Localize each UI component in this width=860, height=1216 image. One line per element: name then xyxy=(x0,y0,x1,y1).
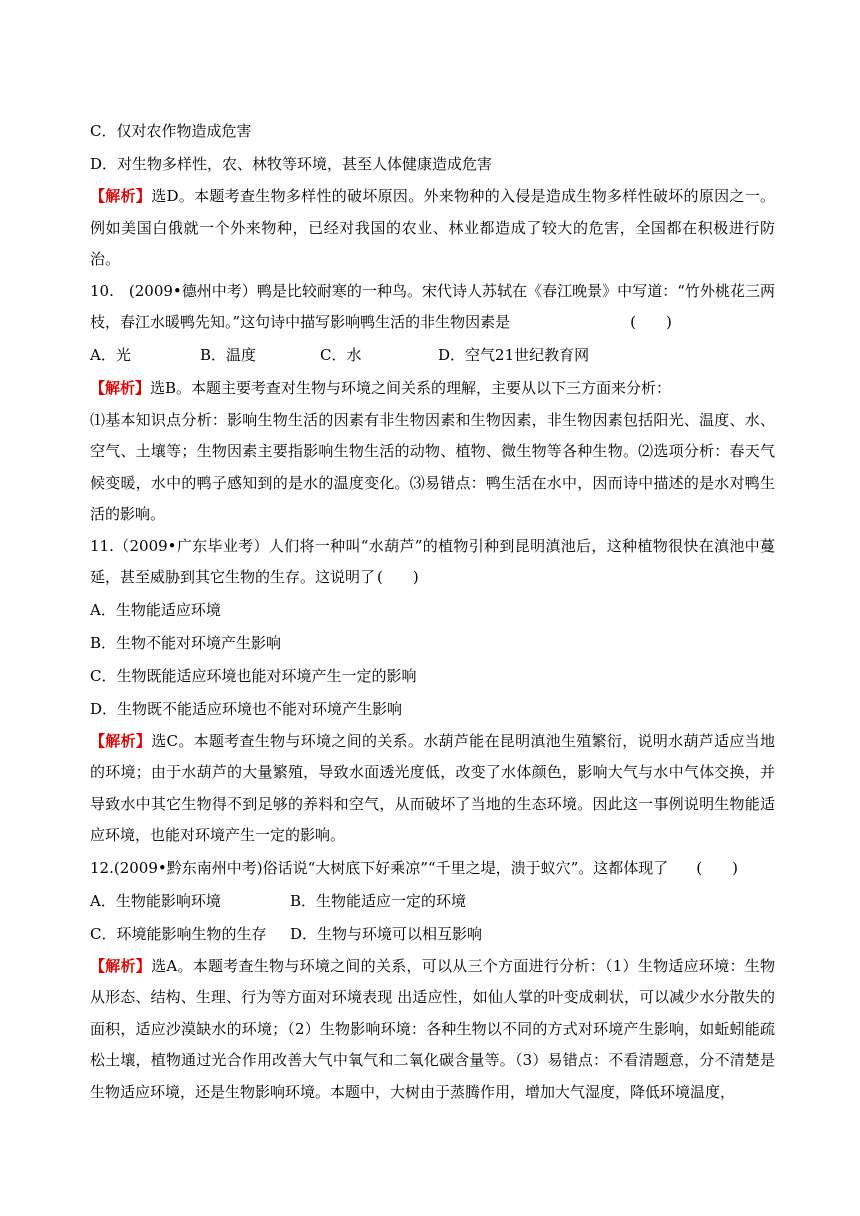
q9-option-d: D．对生物多样性，农、林牧等环境，甚至人体健康造成危害 xyxy=(90,155,493,173)
answer-bracket: ( ) xyxy=(630,313,672,331)
analysis-tag: 【解析】 xyxy=(90,731,152,750)
q12-options-row-2 xyxy=(90,918,775,951)
q11-analysis-text: 选C。本题考查生物与环境之间的关系。水葫芦能在昆明滇池生殖繁衍，说明水葫芦适应当地的环境；由于水葫芦的大量繁殖，导致水面透光度低，改变了水体颜色，影响大气与水中气体交换，并导致水中其它生物得不到足够的养料和空气，从而破坏了当地的生态环境。因此这一事例说明生物能适应环境，也能对环境产生一定的影响。 xyxy=(90,731,775,844)
q12-option-b: B．生物能适应一定的环境 xyxy=(290,891,467,910)
q10-analysis-body: ⑴基本知识点分析：影响生物生活的因素有非生物因素和生物因素，非生物因素包括阳光、温度、水、空气、土壤等；生物因素主要指影响生物生活的动物、植物、微生物等各种生物。⑵选项分析：春天气候变暖，水中的鸭子感知到的是水的温度变化。⑶易错点：鸭生活在水中，因而诗中描述的是水对鸭生活的影响。 xyxy=(90,410,775,523)
q10-option-b: B．温度 xyxy=(200,345,257,364)
q12-option-d: D．生物与环境可以相互影响 xyxy=(290,924,483,943)
q9-analysis-text: 选D。本题考查生物多样性的破坏原因。外来物种的入侵是造成生物多样性破坏的原因之一。例如美国白俄就一个外来物种，已经对我国的农业、林业都造成了较大的危害，全国都在积极进行防治。 xyxy=(90,187,775,268)
q10-analysis-intro-text: 选B。本题主要考查对生物与环境之间关系的理解，主要从以下三方面来分析： xyxy=(150,378,672,397)
q11-option-d: D．生物既不能适应环境也不能对环境产生影响 xyxy=(90,699,403,718)
answer-bracket: ( ) xyxy=(377,568,419,586)
analysis-tag: 【解析】 xyxy=(90,187,152,205)
q10-option-d: D．空气21世纪教育网 xyxy=(438,345,590,364)
q12-option-c: C．环境能影响生物的生存 xyxy=(90,924,267,943)
document-page xyxy=(90,115,775,1108)
answer-bracket: ( ) xyxy=(696,858,738,877)
q11-stem-text: 11.（2009•广东毕业考）人们将一种叫“水葫芦”的植物引种到昆明滇池后，这种植物很快在滇池中蔓延，甚至威胁到其它生物的生存。这说明了 xyxy=(90,536,775,586)
q11-analysis xyxy=(90,726,775,852)
q11-option-c: C．生物既能适应环境也能对环境产生一定的影响 xyxy=(90,666,417,685)
q12-options-row-1 xyxy=(90,885,775,918)
q10-option-c: C．水 xyxy=(320,345,362,364)
q10-options xyxy=(90,339,775,372)
q9-option-c: C．仅对农作物造成危害 xyxy=(90,122,252,140)
q9-analysis xyxy=(90,181,775,276)
q11-option-a: A．生物能适应环境 xyxy=(90,600,221,619)
q12-analysis xyxy=(90,951,775,1109)
q12-option-a: A．生物能影响环境 xyxy=(90,891,221,910)
analysis-tag: 【解析】 xyxy=(90,378,151,397)
q10-option-a: A．光 xyxy=(90,345,131,364)
q10-analysis-intro xyxy=(90,372,775,405)
q11-stem xyxy=(90,531,775,594)
q10-stem-text: 10. (2009•德州中考）鸭是比较耐寒的一种鸟。宋代诗人苏轼在《春江晚景》中写道：“竹外桃花三两枝，春江水暖鸭先知。”这句诗中描写影响鸭生活的非生物因素是 xyxy=(90,281,775,331)
q11-option-b: B．生物不能对环境产生影响 xyxy=(90,633,282,652)
q12-analysis-text: 选A。本题考查生物与环境之间的关系，可以从三个方面进行分析：（1）生物适应环境：生物从形态、结构、生理、行为等方面对环境表现 出适应性，如仙人掌的叶变成刺状，可以减少水分散失的面积，适应沙漠缺水的环境；（2）生物影响环境：各种生物以不同的方式对环境产生影响，如蚯蚓能疏松土壤，植物通过光合作用改善大气中氧气和二氧化碳含量等。（3）易错点：不看清题意，分不清楚是生物适应环境，还是生物影响环境。本题中，大树由于蒸腾作用，增加大气湿度，降低环境温度， xyxy=(90,956,775,1101)
q10-stem xyxy=(90,276,775,339)
analysis-tag: 【解析】 xyxy=(90,956,152,975)
q12-stem xyxy=(90,852,775,885)
q12-stem-text: 12.(2009•黔东南州中考)俗话说“大树底下好乘凉”“千里之堤，溃于蚁穴”。这都体现了 xyxy=(90,858,669,877)
